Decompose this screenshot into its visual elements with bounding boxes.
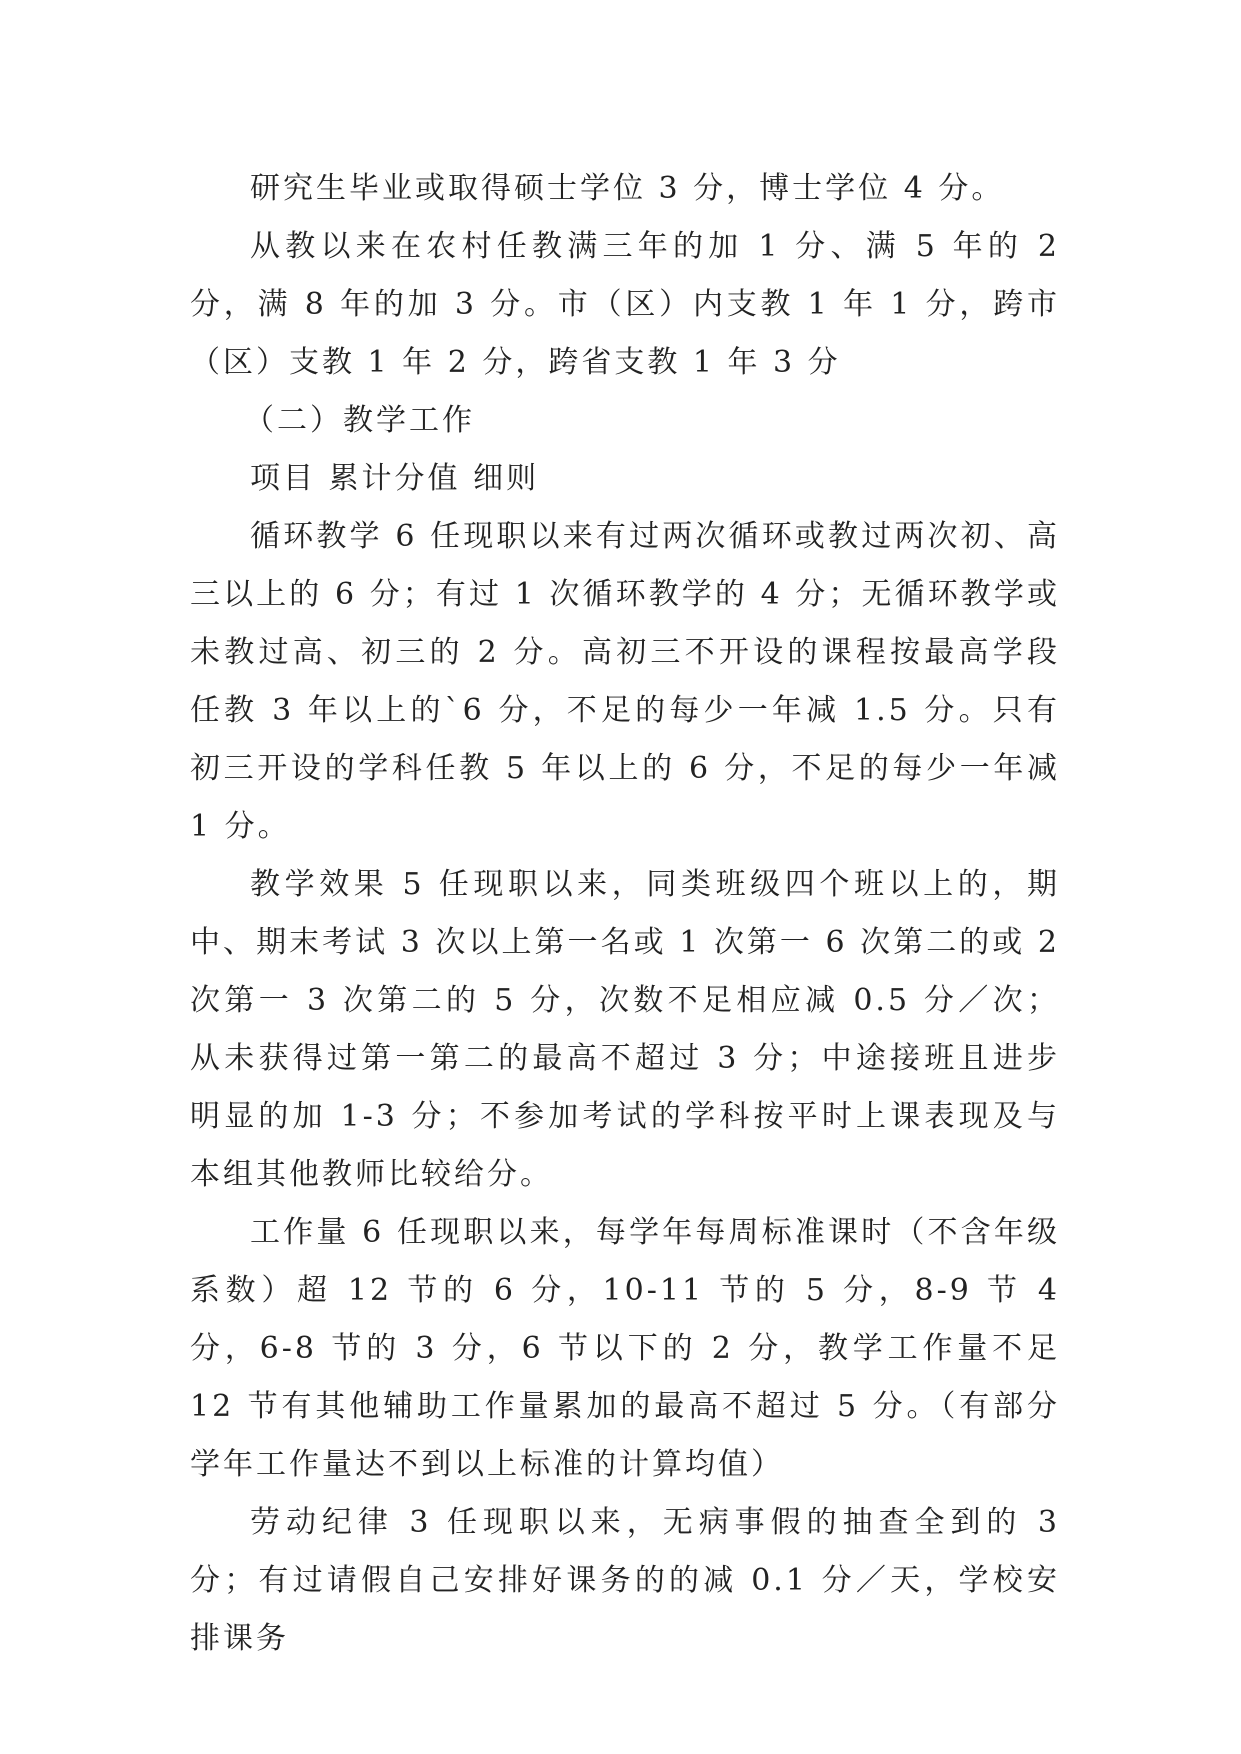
paragraph-labor-discipline: 劳动纪律 3 任现职以来，无病事假的抽查全到的 3 分；有过请假自己安排好课务的的减 0.1 分／天，学校安排课务 xyxy=(190,1505,1060,1656)
section-heading-teaching-work: （二）教学工作 xyxy=(244,403,475,438)
table-header-line: 项目 累计分值 细则 xyxy=(250,461,540,496)
paragraph-teaching-results: 教学效果 5 任现职以来，同类班级四个班以上的，期中、期末考试 3 次以上第一名或 1 次第一 6 次第二的或 2 次第一 3 次第二的 5 分，次数不足相应减 0.5 分／次； 从未获得过第一第二的最高不超过 3 分；中途接班且进步明显的加 1-3 分；不参加考试的学科按平时上课表现及与本组其他教师比较给分。 xyxy=(190,867,1060,1192)
paragraph-degree-score: 研究生毕业或取得硕士学位 3 分，博士学位 4 分。 xyxy=(250,171,1005,206)
paragraph-cyclic-teaching: 循环教学 6 任现职以来有过两次循环或教过两次初、高三以上的 6 分；有过 1 次循环教学的 4 分；无循环教学或未教过高、初三的 2 分。高初三不开设的课程按最高学段任教 3 年以上的`6 分，不足的每少一年减 1.5 分。只有初三开设的学科任教 5 年以上的 6 分，不足的每少一年减 1 分。 xyxy=(190,519,1060,844)
document-body xyxy=(190,160,1060,1668)
paragraph-rural-teaching: 从教以来在农村任教满三年的加 1 分、满 5 年的 2 分，满 8 年的加 3 分。市（区）内支教 1 年 1 分，跨市（区）支教 1 年 2 分，跨省支教 1 年 3 分 xyxy=(190,229,1060,380)
paragraph-workload: 工作量 6 任现职以来，每学年每周标准课时（不含年级系数）超 12 节的 6 分，10-11 节的 5 分，8-9 节 4 分，6-8 节的 3 分，6 节以下的 2 分，教学工作量不足 12 节有其他辅助工作量累加的最高不超过 5 分。（有部分学年工作量达不到以上标准的计算均值） xyxy=(190,1215,1060,1482)
